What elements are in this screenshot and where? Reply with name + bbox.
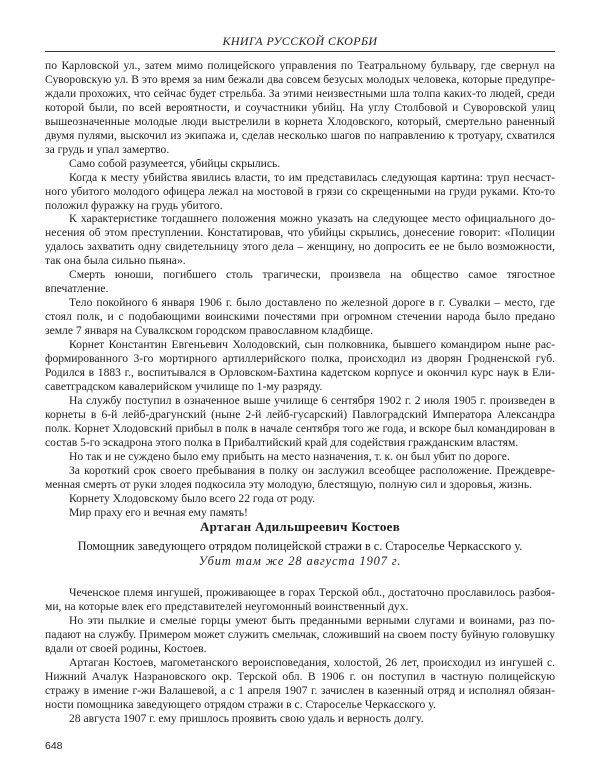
paragraph: На службу поступил в означенное выше училище 6 сентября 1902 г. 2 июля 1905 г. произведен в корнеты в 6-й лейб-драгунский (ныне 2-й лейб-гусарский) Павлоградский Императора Александра полк. Корнет Хлодовский прибыл в полк в начале сентября того же года, и вскоре был командирован в состав 5-го эскадрона этого полка в Прибалтийский край для содействия гражданским властям. (45, 393, 555, 449)
paragraph: 28 августа 1907 г. ему пришлось проявить свою удаль и верность долгу. (69, 711, 424, 725)
article-heading (45, 518, 555, 569)
paragraph: Смерть юноши, погибшего столь трагически, произвела на общество самое тягостное впечатление. (45, 268, 555, 296)
paragraph: К характеристике тогдашнего положения можно указать на следующее место официального донесения об этом преступлении. Констатировав, что убийцы скрылись, донесение говорит: «Полиции удалось захватить одну свидетельницу этого дела – женщину, но допросить ее не было возможности, так она была сильно пьяна». (45, 212, 555, 268)
paragraph: Но так и не суждено было ему прибыть на место назначения, т. к. он был убит по дороге. (69, 449, 510, 463)
paragraph: Чеченское племя ингушей, проживающее в горах Терской обл., достаточно прославилось разбоями, на которые влек его представителей неугомонный воинственный дух. (45, 586, 555, 613)
paragraph: Мир праху его и вечная ему память! (69, 505, 248, 519)
page-number: 648 (45, 740, 63, 752)
article-body-2 (45, 586, 555, 726)
person-fate: Убит там же 28 августа 1907 г. (198, 554, 402, 568)
paragraph: Корнету Хлодовскому было всего 22 года от роду. (69, 491, 316, 505)
person-role: Помощник заведующего отрядом полицейской стражи в с. Староселье Черкасского у. (77, 539, 523, 553)
paragraph: по Карловской ул., затем мимо полицейского управления по Театральному бульвару, где свернул на Суворовскую ул. В это время за ним бежали два совсем безусых молодых человека, которые предупреждали прохожих, что сейчас будет стрельба. За этими неизвестными шла толпа каких-то людей, среди которой были, по всей вероятности, и соучастники убийц. На углу Столбовой и Суворовской улиц вышеозначенные молодые люди выстрелили в корнета Хлодовского, который, смертельно раненный двумя пулями, выскочил из экипажа и, сделав несколько шагов по направлению к тротуару, схватился за грудь и упал замертво. (45, 59, 555, 156)
paragraph: Когда к месту убийства явились власти, то им представилась следующая картина: труп несчастного убитого молодого офицера лежал на мостовой в грязи со скрещенными на груди руками. Кто-то положил фуражку на грудь убитого. (45, 170, 555, 212)
running-head: КНИГА РУССКОЙ СКОРБИ (222, 34, 378, 48)
paragraph: Артаган Костоев, магометанского вероисповедания, холостой, 26 лет, происходил из ингушей с. Нижний Ачалук Назрановского окр. Терской обл. В 1906 г. он поступил в частную полицейскую стражу в имение г-жи Валашевой, а с 1 апреля 1907 г. зачислен в казенный отряд и исполнял обязанности помощника заведующего отрядом стражи в с. Староселье Черкасского у. (45, 655, 555, 711)
paragraph: Тело покойного 6 января 1906 г. было доставлено по железной дороге в г. Сувалки – место, где стоял полк, и с подобающими воинскими почестями при огромном стечении народа было предано земле 7 января на Сувалкском городском православном кладбище. (45, 296, 555, 338)
article-body-1 (45, 59, 555, 519)
paragraph: Корнет Константин Евгеньевич Холодовский, сын полковника, бывшего командиром ныне расформированного 3-го мортирного артиллерийского полка, происходил из дворян Гродненской губ. Родился в 1883 г., воспитывался в Орловском-Бахтина кадетском корпусе и окончил курс наук в Елисаветградском кавалерийском училище по 1-му разряду. (45, 338, 555, 393)
header-rule (45, 51, 555, 52)
paragraph: За короткий срок своего пребывания в полку он заслужил всеобщее расположение. Преждевременная смерть от руки злодея подкосила эту молодую, блестящую, полную сил и здоровья, жизнь. (45, 463, 555, 491)
paragraph: Само собой разумеется, убийцы скрылись. (69, 156, 281, 170)
paragraph: Но эти пылкие и смелые горцы умеют быть преданными верными слугами и воинами, раз попадают на службу. Примером может служить смельчак, сложивший на своем посту буйную головушку вдали от своей родины, Костоев. (45, 613, 555, 655)
person-name: Артаган Адильшреевич Костоев (199, 519, 401, 534)
